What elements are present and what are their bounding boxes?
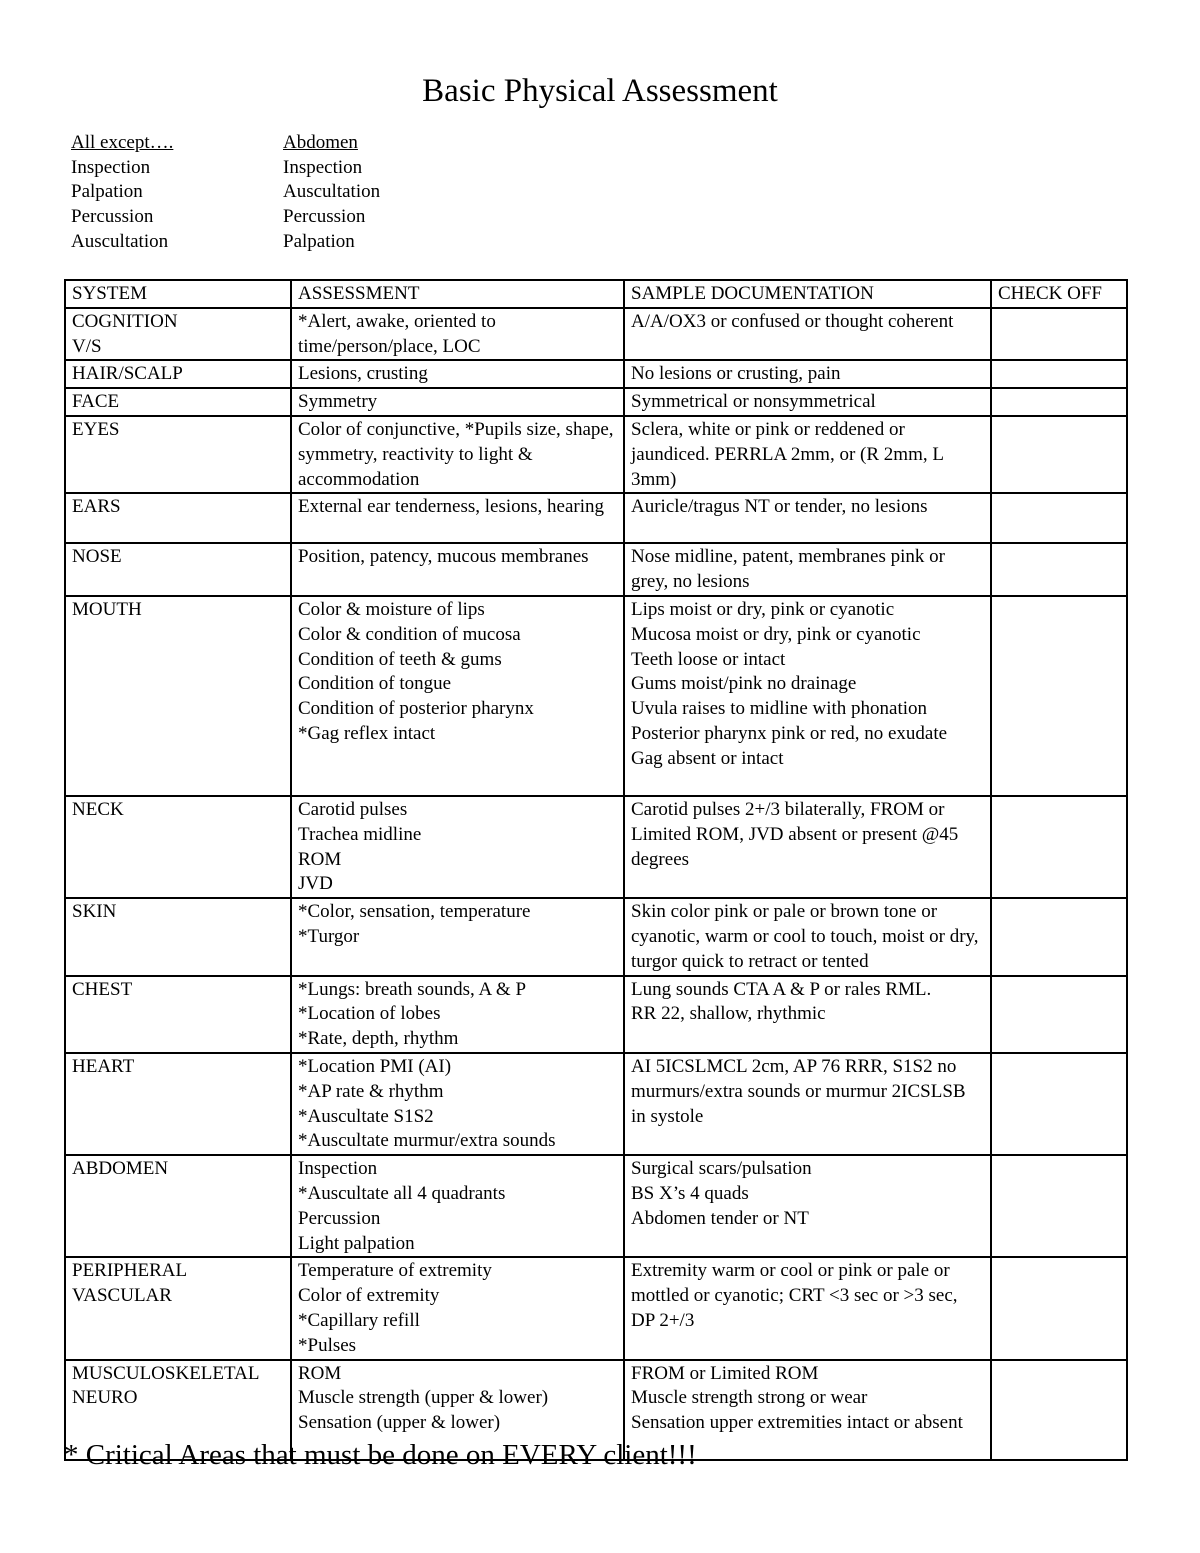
table-row [65,360,1127,388]
table-row [65,1053,1127,1155]
cell-assessment: External ear tenderness, lesions, hearing [291,493,624,543]
table-row [65,1155,1127,1257]
cell-assessment: Color & moisture of lips Color & condition of mucosa Condition of teeth & gums Condition of tongue Condition of posterior pharynx *Gag reflex intact [291,596,624,796]
cell-system: EYES [65,416,291,493]
header-assessment: ASSESSMENT [291,280,624,308]
cell-system: MOUTH [65,596,291,796]
cell-check-off [991,1155,1127,1257]
table-row [65,796,1127,898]
cell-assessment: *Alert, awake, oriented to time/person/place, LOC [291,308,624,361]
methods-all-except [71,131,283,255]
cell-documentation: Sclera, white or pink or reddened or jaundiced. PERRLA 2mm, or (R 2mm, L 3mm) [624,416,991,493]
cell-check-off [991,308,1127,361]
table-row [65,1257,1127,1359]
cell-documentation: AI 5ICSLMCL 2cm, AP 76 RRR, S1S2 no murmurs/extra sounds or murmur 2ICSLSB in systole [624,1053,991,1155]
cell-system: EARS [65,493,291,543]
cell-documentation: Auricle/tragus NT or tender, no lesions [624,493,991,543]
critical-areas-note: * Critical Areas that must be done on EVERY client!!! [64,1439,697,1471]
cell-system: SKIN [65,898,291,975]
method-item: Percussion [283,206,366,228]
cell-documentation: FROM or Limited ROM Muscle strength strong or wear Sensation upper extremities intact or absent [624,1360,991,1460]
table-row [65,493,1127,543]
cell-assessment: Position, patency, mucous membranes [291,543,624,596]
cell-system: COGNITION V/S [65,308,291,361]
cell-check-off [991,360,1127,388]
header-check-off: CHECK OFF [991,280,1127,308]
cell-assessment: Carotid pulses Trachea midline ROM JVD [291,796,624,898]
methods-abdomen [283,131,495,255]
table-row [65,596,1127,796]
cell-documentation: Extremity warm or cool or pink or pale or mottled or cyanotic; CRT <3 sec or >3 sec, DP 2+/3 [624,1257,991,1359]
cell-documentation: Lung sounds CTA A & P or rales RML. RR 22, shallow, rhythmic [624,976,991,1053]
methods-all-except-header: All except…. [71,132,174,153]
cell-check-off [991,388,1127,416]
table-body [65,308,1127,1460]
cell-system: FACE [65,388,291,416]
cell-assessment: *Lungs: breath sounds, A & P *Location of lobes *Rate, depth, rhythm [291,976,624,1053]
cell-documentation: Lips moist or dry, pink or cyanotic Mucosa moist or dry, pink or cyanotic Teeth loose or intact Gums moist/pink no drainage Uvula raises to midline with phonation Posterior pharynx pink or red, no exudate Gag absent or intact [624,596,991,796]
cell-documentation: A/A/OX3 or confused or thought coherent [624,308,991,361]
method-item: Palpation [283,230,355,252]
cell-documentation: Carotid pulses 2+/3 bilaterally, FROM or Limited ROM, JVD absent or present @45 degrees [624,796,991,898]
method-item: Palpation [71,181,143,203]
cell-assessment: Symmetry [291,388,624,416]
method-item: Auscultation [71,230,169,252]
cell-system: MUSCULOSKELETAL NEURO [65,1360,291,1460]
cell-documentation: Skin color pink or pale or brown tone or cyanotic, warm or cool to touch, moist or dry, turgor quick to retract or tented [624,898,991,975]
cell-check-off [991,493,1127,543]
cell-check-off [991,1257,1127,1359]
table-row [65,898,1127,975]
method-item: Auscultation [283,181,381,203]
cell-assessment: Lesions, crusting [291,360,624,388]
method-item: Percussion [71,206,154,228]
cell-check-off [991,976,1127,1053]
header-system: SYSTEM [65,280,291,308]
table-row [65,976,1127,1053]
table-row [65,416,1127,493]
method-item: Inspection [283,156,363,178]
cell-assessment: Inspection *Auscultate all 4 quadrants Percussion Light palpation [291,1155,624,1257]
cell-check-off [991,543,1127,596]
cell-check-off [991,1360,1127,1460]
cell-system: NECK [65,796,291,898]
cell-check-off [991,796,1127,898]
cell-system: NOSE [65,543,291,596]
table-row [65,388,1127,416]
cell-check-off [991,596,1127,796]
cell-check-off [991,1053,1127,1155]
table-header-row [65,280,1127,308]
cell-system: ABDOMEN [65,1155,291,1257]
cell-system: HEART [65,1053,291,1155]
cell-assessment: *Color, sensation, temperature *Turgor [291,898,624,975]
method-item: Inspection [71,156,151,178]
cell-check-off [991,898,1127,975]
cell-assessment: *Location PMI (AI) *AP rate & rhythm *Auscultate S1S2 *Auscultate murmur/extra sounds [291,1053,624,1155]
cell-assessment: ROM Muscle strength (upper & lower) Sensation (upper & lower) [291,1360,624,1460]
cell-documentation: Nose midline, patent, membranes pink or grey, no lesions [624,543,991,596]
cell-documentation: No lesions or crusting, pain [624,360,991,388]
cell-check-off [991,416,1127,493]
table-row [65,543,1127,596]
methods-abdomen-header: Abdomen [283,132,358,153]
cell-assessment: Temperature of extremity Color of extremity *Capillary refill *Pulses [291,1257,624,1359]
cell-assessment: Color of conjunctive, *Pupils size, shape, symmetry, reactivity to light & accommodation [291,416,624,493]
assessment-table [64,279,1128,1461]
page-title: Basic Physical Assessment [422,73,778,109]
cell-documentation: Surgical scars/pulsation BS X’s 4 quads Abdomen tender or NT [624,1155,991,1257]
cell-documentation: Symmetrical or nonsymmetrical [624,388,991,416]
cell-system: PERIPHERAL VASCULAR [65,1257,291,1359]
assessment-methods [71,131,495,255]
table-row [65,308,1127,361]
header-documentation: SAMPLE DOCUMENTATION [624,280,991,308]
cell-system: HAIR/SCALP [65,360,291,388]
cell-system: CHEST [65,976,291,1053]
